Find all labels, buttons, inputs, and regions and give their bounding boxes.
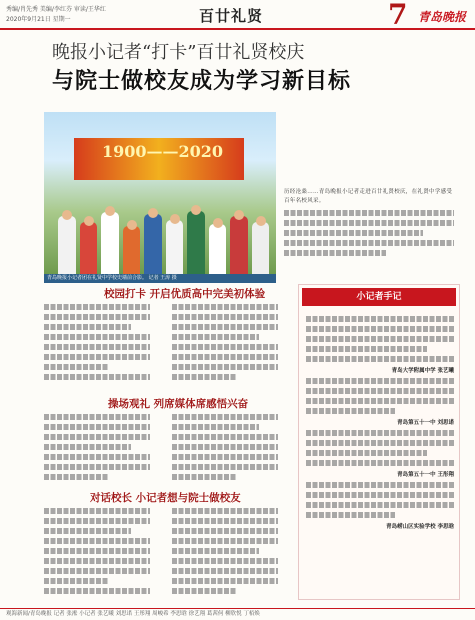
person-figure [123,226,140,274]
body-text-line [44,588,150,594]
body-text-line [306,440,454,446]
body-text-line [284,220,454,226]
body-text-line [44,454,150,460]
person-head [256,216,266,226]
issue-date: 2020年9月21日 星期一 [6,16,71,23]
body-text-line [172,344,278,350]
body-text-line [306,316,454,322]
body-text-line [44,508,150,514]
body-text-line [172,548,259,554]
body-text-line [44,464,150,470]
body-text-line [44,444,131,450]
person-figure [252,222,269,274]
body-text-line [172,518,278,524]
section-title: 百廿礼贤 [199,7,264,25]
body-text-line [306,378,454,384]
body-text-line [172,424,259,430]
article-kicker: 晚报小记者“打卡”百廿礼贤校庆 [52,42,305,63]
person-figure [187,211,205,274]
body-text-line [44,474,108,480]
person-figure [80,222,97,274]
photo-caption: 青岛晚报小记者团在礼贤中学校史墙前合影。 记者 王涛 摄 [44,274,276,283]
section-1-column-left [44,300,150,386]
person-figure [101,212,119,274]
body-text-line [172,474,236,480]
body-text-line [306,512,395,518]
reporter-notes-title: 小记者手记 [356,292,402,302]
person-figure [144,214,162,274]
body-text-line [306,388,454,394]
body-text-line [44,304,150,310]
body-text-line [306,398,454,404]
body-text-line [44,548,150,554]
body-text-line [306,336,454,342]
body-text-line [306,482,454,488]
reporter-signoff: 青岛大学附属中学 张艺曦 [391,368,454,374]
footer-credits: 观海新闻/青岛晚报 记者 张淞 小记者 张艺曦 刘思诺 王彤翔 周峻希 李思晗 徐艺翔 葛茜何 柳欣悦 丁栢焕 [0,608,475,620]
person-head [62,210,72,220]
body-text-line [172,304,278,310]
body-text-line [306,430,454,436]
person-figure [209,224,226,274]
body-text-line [284,230,423,236]
reporter-signoff: 青岛第五十一中 刘思诺 [397,420,454,426]
body-text-line [172,434,278,440]
body-text-line [172,364,278,370]
person-head [234,210,244,220]
article-intro [284,188,454,260]
section-heading-2: 操场观礼 列席媒体席感悟兴奋 [108,398,249,410]
body-text-line [172,314,278,320]
reporter-signoff: 青岛第五十一中 王彤翔 [397,472,454,478]
body-text-line [172,528,278,534]
body-text-line [172,538,278,544]
body-text-line [44,364,108,370]
body-text-line [44,518,150,524]
body-text-line [44,528,131,534]
body-text-line [44,558,150,564]
body-text-line [306,450,427,456]
body-text-line [172,568,278,574]
person-head [191,205,201,215]
body-text-line [44,374,150,380]
page-number: 7 [388,0,408,31]
body-text-line [172,354,278,360]
body-text-line [172,508,278,514]
body-text-line [44,568,150,574]
body-text-line [172,578,278,584]
section-1-column-right [172,300,278,386]
body-text-line [306,502,454,508]
body-text-line [172,558,278,564]
section-2-column-left [44,410,150,482]
body-text-line [306,492,454,498]
reporter-signoff: 青岛崂山区实验学校 李思晗 [386,524,454,530]
body-text-line [44,344,150,350]
body-text-line [44,424,150,430]
section-3-column-left [44,504,150,604]
person-head [148,208,158,218]
body-text-line [306,408,395,414]
body-text-line [172,334,259,340]
person-head [170,214,180,224]
section-2-column-right [172,410,278,482]
body-text-line [44,434,150,440]
body-text-line [306,460,454,466]
person-head [213,218,223,228]
body-text-line [306,346,427,352]
group-photo [44,112,276,274]
section-3-column-right [172,504,278,604]
body-text-line [44,314,150,320]
photo-banner-text: 1900——2020 [102,142,224,161]
section-heading-3: 对话校长 小记者想与院士做校友 [90,492,241,504]
person-head [84,216,94,226]
body-text-line [44,334,150,340]
person-head [105,206,115,216]
page-header [0,0,475,30]
body-text-line [172,374,236,380]
body-text-line [284,210,454,216]
person-figure [166,220,183,274]
newspaper-logo: 青岛晚报 [418,10,467,24]
person-figure [58,216,76,274]
article-headline: 与院士做校友成为学习新目标 [52,69,352,94]
body-text-line [306,326,454,332]
body-text-line [172,324,278,330]
body-text-line [284,240,454,246]
body-text-line [172,444,278,450]
body-text-line [284,250,386,256]
person-head [127,220,137,230]
body-text-line [172,588,236,594]
body-text-line [44,414,150,420]
body-text-line [44,354,150,360]
person-figure [230,216,248,274]
body-text-line [44,538,150,544]
reporter-notes-body [306,312,454,598]
body-text-line [172,414,278,420]
body-text-line [172,454,278,460]
body-text-line [306,356,454,362]
section-heading-1: 校园打卡 开启优质高中完美初体验 [104,288,266,300]
body-text-line [44,324,131,330]
editor-credits: 秀编/肖先秀 美编/李红芬 审读/王华红 [6,6,106,13]
body-text-line [172,464,278,470]
intro-lead-text: 历经沧桑……青岛晚报小记者走进百廿礼贤校庆，在礼贤中学感受百年名校风采。 [284,189,453,204]
body-text-line [44,578,108,584]
